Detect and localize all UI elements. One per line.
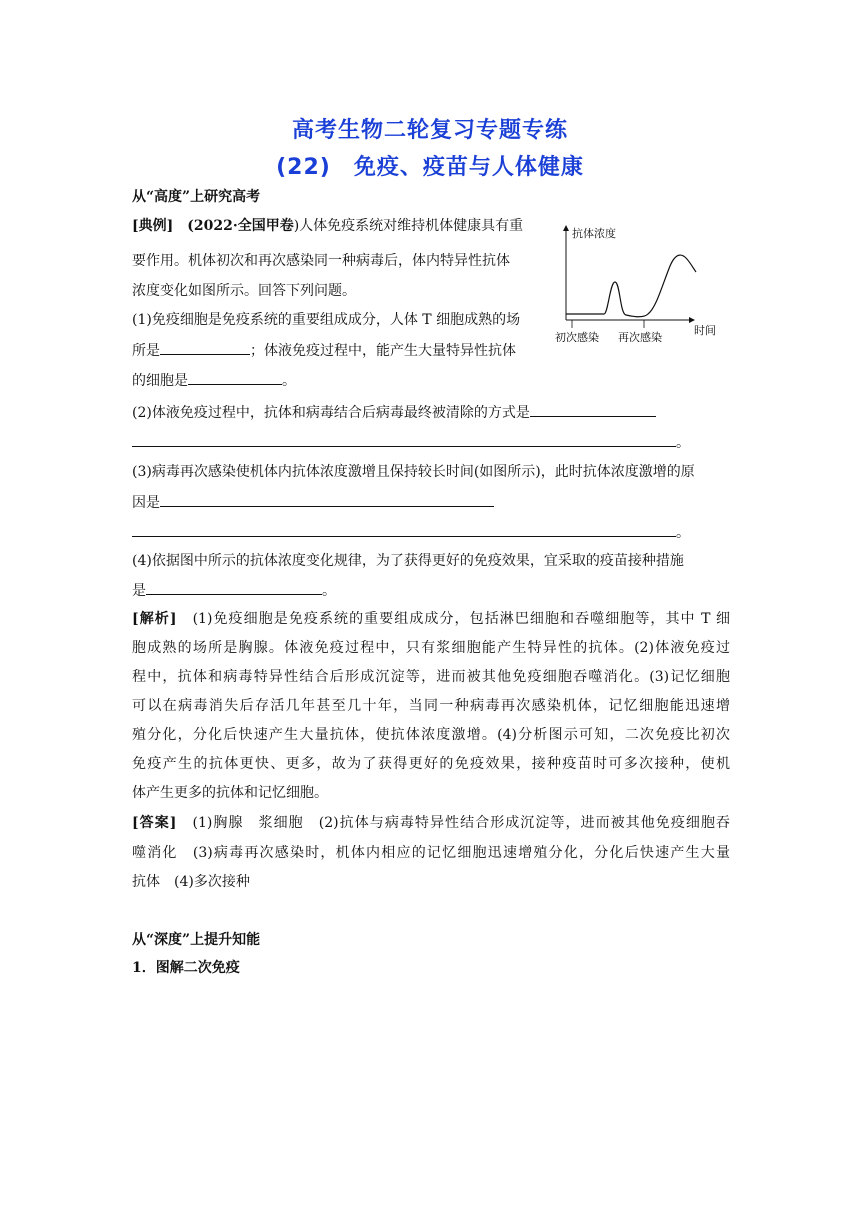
analysis-line-6: 免疫产生的抗体更快、更多，故为了获得更好的免疫效果，接种疫苗时可多次接种，使机: [132, 756, 730, 772]
q1-line-3: [132, 370, 296, 391]
q3-line-1: (3)病毒再次感染使机体内抗体浓度激增且保持较长时间(如图所示)，此时抗体浓度激增的原: [132, 464, 695, 480]
q2-line-1: [132, 402, 656, 423]
q2-text: (2)体液免疫过程中，抗体和病毒结合后病毒最终被清除的方式是: [132, 405, 530, 421]
example-source-suffix: )人体免疫系统对维持机体健康具有重: [293, 218, 524, 234]
q1-blank-1: [160, 340, 250, 355]
q3-blank-2: [132, 522, 676, 537]
q3-line-3: [132, 522, 690, 543]
analysis-line-4: 可以在病毒消失后存活几年甚至几十年，当同一种病毒再次感染机体，记忆细胞能迅速增: [132, 698, 730, 714]
q4-end: 。: [322, 583, 336, 599]
q4-blank: [146, 580, 322, 595]
example-line-1: [132, 216, 523, 236]
analysis-line-1: [132, 609, 730, 629]
q4-text: 是: [132, 583, 146, 599]
y-axis-label: 抗体浓度: [572, 227, 616, 240]
q1-text-b: ；体液免疫过程中，能产生大量特异性抗体: [250, 343, 516, 359]
example-tag: [典例]: [132, 218, 174, 234]
q3-text: 因是: [132, 495, 160, 511]
answer-line-1: [132, 813, 730, 833]
x-axis-label: 时间: [694, 324, 716, 337]
q1-blank-2: [188, 370, 282, 385]
q2-blank-2: [132, 432, 676, 447]
analysis-text-0: (1)免疫细胞是免疫系统的重要组成成分，包括淋巴细胞和吞噬细胞等，其中 T 细: [192, 611, 730, 627]
analysis-tag: [解析]: [132, 611, 177, 627]
q1-text-d: 。: [282, 373, 296, 389]
answer-line-2: 噬消化 (3)病毒再次感染时，机体内相应的记忆细胞迅速增殖分化，分化后快速产生大量: [132, 845, 730, 861]
subheading-secondary-immunity: 1．图解二次免疫: [132, 960, 240, 976]
q2-blank-1: [530, 402, 656, 417]
antibody-concentration-figure: [552, 222, 722, 342]
analysis-line-3: 程中，抗体和病毒特异性结合后形成沉淀等，进而被其他免疫细胞吞噬消化。(3)记忆细胞: [132, 669, 730, 685]
q3-line-2: [132, 492, 494, 513]
q1-text-c: 的细胞是: [132, 373, 188, 389]
q2-line-2: [132, 432, 690, 453]
q4-line-2: [132, 580, 336, 601]
answer-tag: [答案]: [132, 815, 177, 831]
title-line-2: (22) 免疫、疫苗与人体健康: [276, 155, 584, 180]
analysis-line-7: 体产生更多的抗体和记忆细胞。: [132, 785, 328, 801]
example-source-prefix: (2022·: [173, 218, 238, 234]
analysis-line-5: 殖分化，分化后快速产生大量抗体，使抗体浓度激增。(4)分析图示可知，二次免疫比初次: [132, 727, 730, 743]
q4-line-1: (4)依据图中所示的抗体浓度变化规律，为了获得更好的免疫效果，宜采取的疫苗接种措施: [132, 553, 684, 569]
example-source-bold: 全国甲卷: [237, 218, 294, 234]
answer-line-3: 抗体 (4)多次接种: [132, 874, 250, 890]
q1-text-a: 所是: [132, 343, 160, 359]
answer-text-0: (1)胸腺 浆细胞 (2)抗体与病毒特异性结合形成沉淀等，进而被其他免疫细胞吞: [176, 815, 731, 831]
antibody-curve: [566, 255, 696, 317]
q1-line-2: [132, 340, 516, 361]
title-line-1: 高考生物二轮复习专题专练: [291, 118, 568, 143]
q1-line-1: (1)免疫细胞是免疫系统的重要组成成分，人体 T 细胞成熟的场: [132, 312, 521, 328]
example-line-2: 要作用。机体初次和再次感染同一种病毒后，体内特异性抗体: [132, 253, 510, 269]
section-heading-height: 从“高度”上研究高考: [132, 189, 261, 205]
q2-end: 。: [676, 435, 690, 451]
section-heading-depth: 从“深度”上提升知能: [132, 932, 261, 948]
first-infection-label: 初次感染: [555, 331, 599, 342]
analysis-line-2: 胞成熟的场所是胸腺。体液免疫过程中，只有浆细胞能产生特异性的抗体。(2)体液免疫过: [132, 640, 730, 656]
example-line-3: 浓度变化如图所示。回答下列问题。: [132, 283, 356, 299]
second-infection-label: 再次感染: [618, 331, 662, 342]
q3-end: 。: [676, 525, 690, 541]
q3-blank-1: [160, 492, 494, 507]
